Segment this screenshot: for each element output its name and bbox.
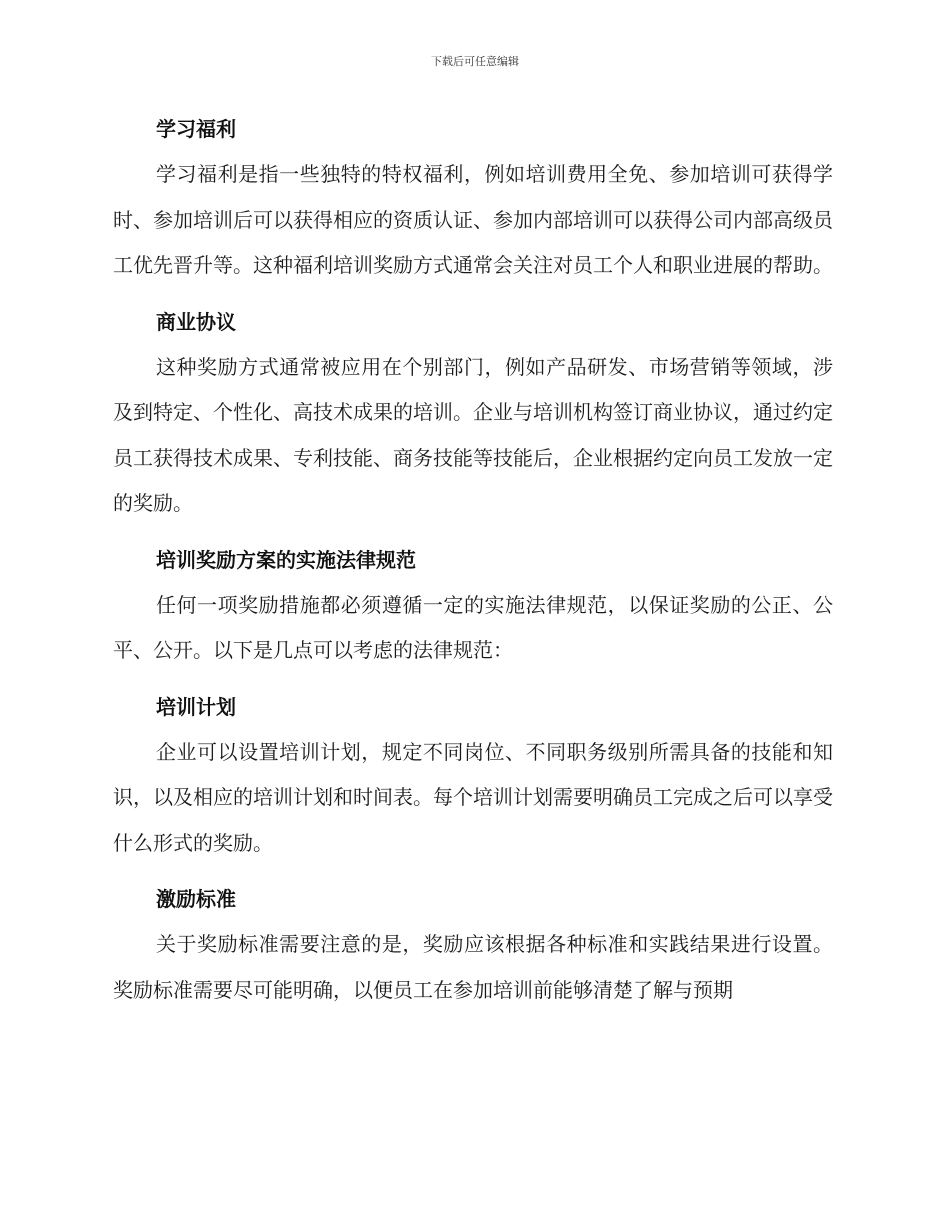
section-heading: 培训奖励方案的实施法律规范 [156,547,416,572]
section-paragraph: 任何一项奖励措施都必须遵循一定的实施法律规范，以保证奖励的公正、公平、公开。以下是几点可以考虑的法律规范： [113,592,833,662]
section-heading: 培训计划 [156,694,236,719]
section-incentive-standard [113,876,833,1013]
section-heading: 学习福利 [156,117,236,141]
section-paragraph: 学习福利是指一些独特的特权福利，例如培训费用全免、参加培训可获得学时、参加培训后可以获得相应的资质认证、参加内部培训可以获得公司内部高级员工优先晋升等。这种福利培训奖励方式通常会关注对员工个人和职业进展的帮助。 [113,162,833,277]
section-training-plan [113,684,833,867]
section-learning-benefits [113,106,833,289]
section-heading: 商业协议 [156,309,236,334]
section-paragraph: 这种奖励方式通常被应用在个别部门，例如产品研发、市场营销等领域，涉及到特定、个性化、高技术成果的培训。企业与培训机构签订商业协议，通过约定员工获得技术成果、专利技能、商务技能等技能后，企业根据约定向员工发放一定的奖励。 [113,354,833,515]
section-legal-norms [113,537,833,674]
document-body [113,106,833,1023]
page-header: 下载后可任意编辑 [431,55,519,68]
section-paragraph: 企业可以设置培训计划，规定不同岗位、不同职务级别所需具备的技能和知识，以及相应的培训计划和时间表。每个培训计划需要明确员工完成之后可以享受什么形式的奖励。 [113,739,833,855]
section-paragraph: 关于奖励标准需要注意的是，奖励应该根据各种标准和实践结果进行设置。奖励标准需要尽可能明确，以便员工在参加培训前能够清楚了解与预期 [113,932,833,1002]
section-heading: 激励标准 [156,887,236,911]
section-business-agreement [113,299,833,527]
